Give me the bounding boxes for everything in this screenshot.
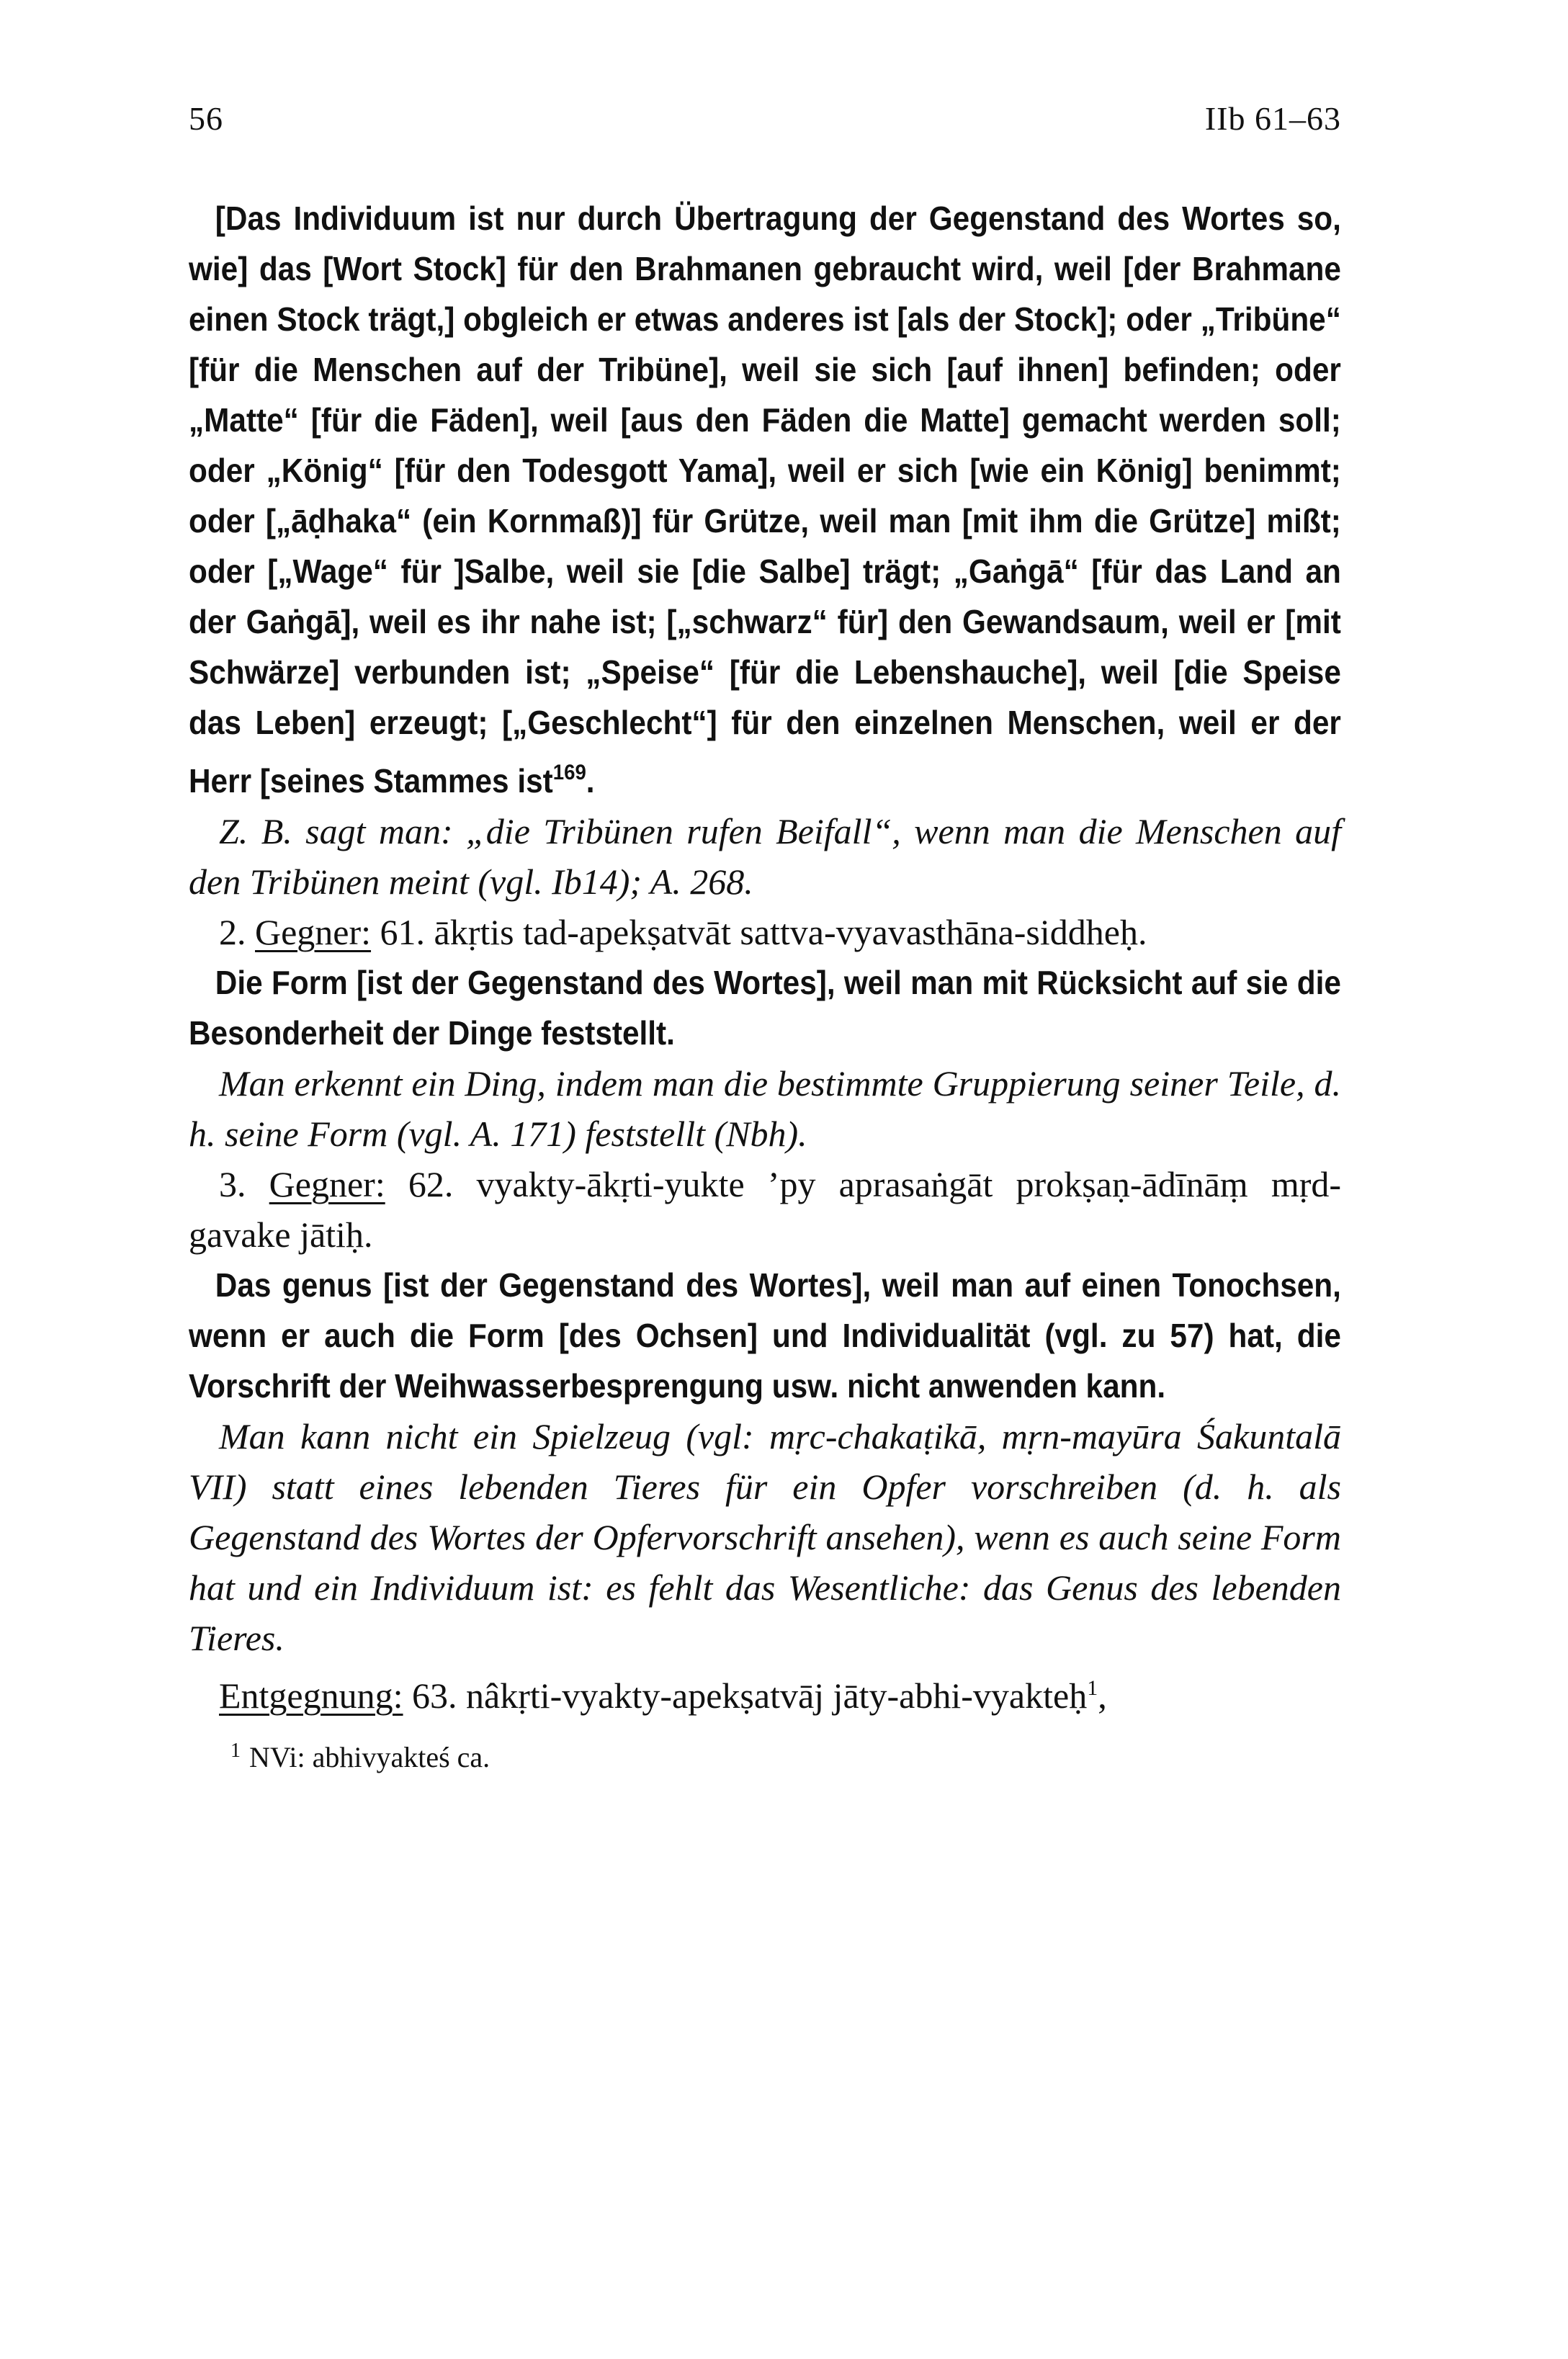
page-body xyxy=(189,193,1341,1778)
paragraph-text: [Das Individuum ist nur durch Übertragung der Gegenstand des Wortes so, wie] das [Wort Stock] für den Brahmanen gebraucht wird, weil [der Brahmane einen Stock trägt,] obgleich er etwas anderes ist [als der Stock]; oder „Tribüne“ [für die Menschen auf der Tribüne], weil sie sich [auf ihnen] befinden; oder „Matte“ [für die Fäden], weil [aus den Fäden die Matte] gemacht werden soll; oder „König“ [für den Todesgott Yama], weil er sich [wie ein König] benimmt; oder [„āḍhaka“ (ein Kornmaß)] für Grütze, weil man [mit ihm die Grütze] mißt; oder [„Wage“ für ]Salbe, weil sie [die Salbe] trägt; „Gaṅgā“ [für das Land an der Gaṅgā], weil es ihr nahe ist; [„schwarz“ für] den Gewandsaum, weil er [mit Schwärze] verbunden ist; „Speise“ [für die Lebenshauche], weil [die Speise das Leben] erzeugt; [„Geschlecht“] für den einzelnen Menschen, weil er der Herr [seines Stammes ist xyxy=(189,200,1341,800)
footnote xyxy=(230,1731,1341,1778)
paragraph-commentary-1: Z. B. sagt man: „die Tribünen rufen Beifall“, wenn man die Menschen auf den Tribünen meint (vgl. Ib14); A. 268. xyxy=(189,811,1341,902)
sutra-number: 3. xyxy=(219,1164,246,1204)
sutra-text: 63. nâkṛti-vyakty-apekṣatvāj jāty-abhi-vyakteḥ xyxy=(412,1675,1088,1716)
page-header xyxy=(189,99,1341,143)
paragraph-end: , xyxy=(1098,1675,1107,1716)
page-number: 56 xyxy=(189,100,223,137)
sutra-61 xyxy=(189,907,1341,957)
speaker-label-entgegnung: Entgegnung: xyxy=(219,1675,403,1716)
paragraph-translation-2: Die Form [ist der Gegenstand des Wortes], weil man mit Rücksicht auf sie die Besonderheit der Dinge feststellt. xyxy=(189,964,1341,1052)
footnote-text: NVi: abhivyakteś ca. xyxy=(249,1741,490,1773)
section-reference: IIb 61–63 xyxy=(1204,100,1341,137)
paragraph-commentary-2: Man erkennt ein Ding, indem man die bestimmte Gruppierung seiner Teile, d. h. seine Form (vgl. A. 171) feststellt (Nbh). xyxy=(189,1063,1341,1154)
paragraph-commentary-3: Man kann nicht ein Spielzeug (vgl: mṛc-chakaṭikā, mṛn-mayūra Śakuntalā VII) statt eines lebenden Tieres für ein Opfer vorschreiben (d. h. als Gegenstand des Wortes der Opfervorschrift ansehen), wenn es auch seine Form hat und ein Individuum ist: es fehlt das Wesentliche: das Genus des lebenden Tieres. xyxy=(189,1416,1341,1658)
sutra-63 xyxy=(189,1663,1341,1721)
footnote-mark: 1 xyxy=(230,1740,241,1762)
sutra-text: 61. ākṛtis tad-apekṣatvāt sattva-vyavasthāna-siddheḥ. xyxy=(380,912,1147,952)
sutra-62 xyxy=(189,1159,1341,1260)
sutra-number: 2. xyxy=(219,912,246,952)
paragraph-end: . xyxy=(586,762,595,800)
speaker-label-gegner: Gegner: xyxy=(255,912,372,952)
footnote-ref-169: 169 xyxy=(552,761,586,784)
speaker-label-gegner: Gegner: xyxy=(269,1164,385,1204)
sutra-text: 62. vyakty-ākṛti-yukte ’py aprasaṅgāt prokṣaṇ-ādīnāṃ mṛd-gavake jātiḥ. xyxy=(189,1164,1342,1255)
paragraph-translation-3: Das genus [ist der Gegenstand des Wortes], weil man auf einen Tonochsen, wenn er auch die Form [des Ochsen] und Individualität (vgl. zu 57) hat, die Vorschrift der Weihwasserbesprengung usw. nicht anwenden kann. xyxy=(189,1266,1341,1405)
paragraph-translation-1 xyxy=(189,193,1341,806)
footnote-ref-1: 1 xyxy=(1087,1676,1098,1700)
